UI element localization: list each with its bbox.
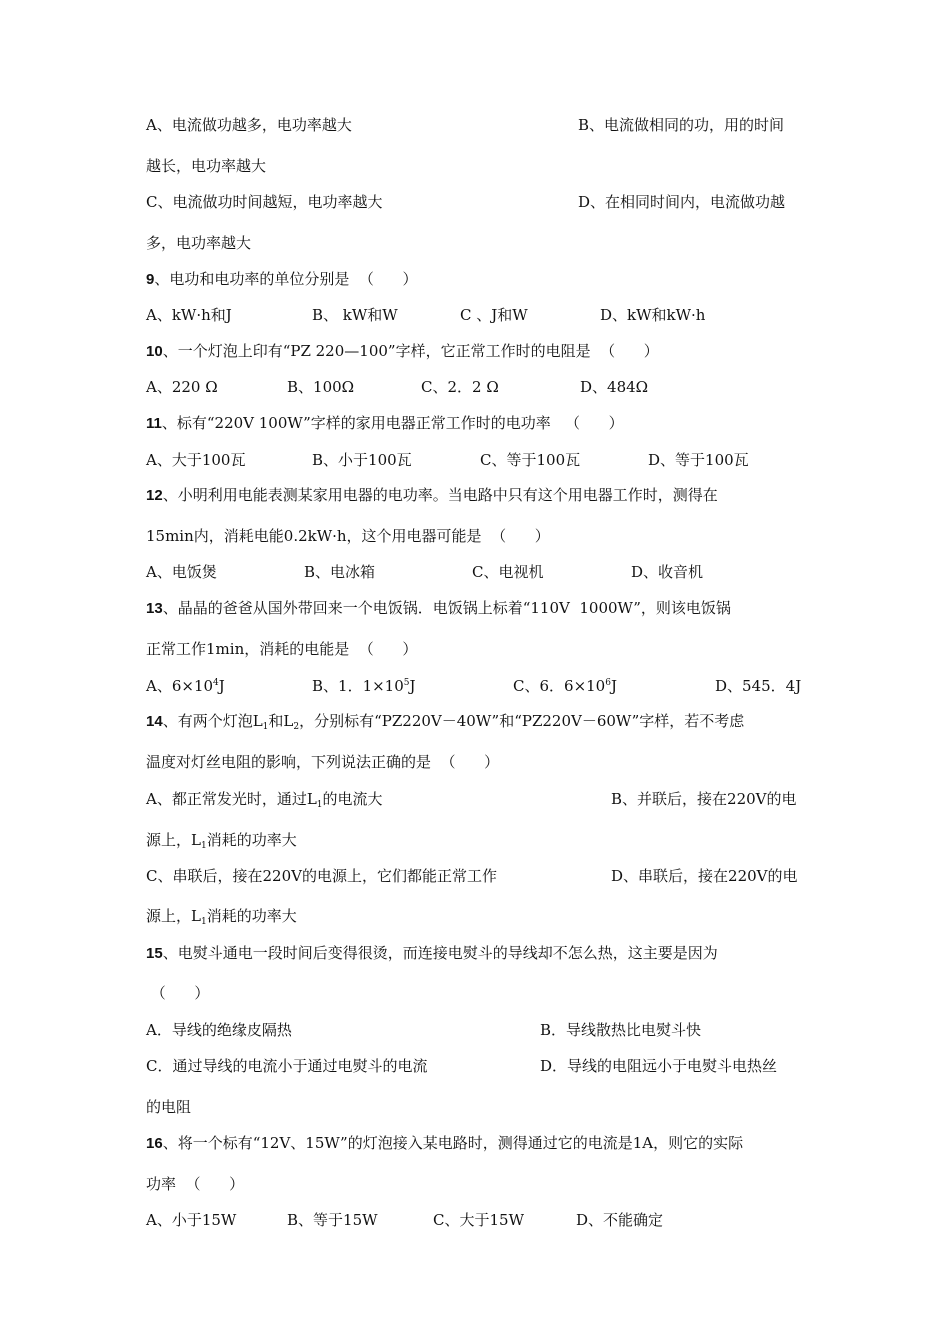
q12-option-d: D、收音机 [631, 563, 704, 581]
q8-option-b-cont: 越长，电功率越大 [146, 157, 267, 175]
q14-option-c: C、串联后，接在220V的电源上，它们都能正常工作 [146, 867, 497, 885]
q15-stem-cont: （ ） [146, 984, 210, 1002]
q8-option-d: D、在相同时间内，电流做功越 [578, 193, 786, 211]
q14-number: 14 [146, 713, 163, 730]
q16-number: 16 [146, 1135, 163, 1152]
q9-stem [146, 269, 418, 290]
q11-option-a: A、大于100瓦 [146, 451, 246, 469]
q14-option-b: B、并联后，接在220V的电 [611, 790, 797, 808]
q13-option-a: A、$6\times 10^4J$ [146, 677, 225, 695]
q16-stem-cont: 功率 （ ） [146, 1175, 245, 1193]
q9-number: 9 [146, 271, 155, 288]
q14-option-d: D、串联后，接在220V的电 [611, 867, 798, 885]
q16-option-a: A、小于15W [146, 1211, 237, 1229]
q13-option-b: B、1．$1\times 10^5J$ [312, 677, 416, 695]
q16-text: 、将一个标有“12V、15W”的灯泡接入某电路时，测得通过它的电流是1A，则它的实际 [162, 1134, 744, 1152]
q16-option-c: C、大于15W [433, 1211, 524, 1229]
q15-option-c: C．通过导线的电流小于通过电熨斗的电流 [146, 1057, 428, 1075]
q14-option-d-cont: 源上，$L_1$消耗的功率大 [146, 907, 297, 927]
q12-stem [146, 485, 718, 506]
q11-stem [146, 413, 624, 434]
q15-text: 、电熨斗通电一段时间后变得很烫，而连接电熨斗的导线却不怎么热，这主要是因为 [162, 944, 718, 962]
q12-text: 、小明利用电能表测某家用电器的电功率。当电路中只有这个用电器工作时，测得在 [162, 486, 718, 504]
q14-option-b-cont: 源上，$L_1$消耗的功率大 [146, 831, 297, 851]
q15-option-b: B．导线散热比电熨斗快 [540, 1021, 702, 1039]
q13-option-c: C、6．$6\times 10^6J$ [513, 677, 617, 695]
q14-option-a: A、都正常发光时，通过$L_1$的电流大 [146, 790, 383, 810]
q9-option-d: D、kW和kW·h [600, 306, 706, 324]
q15-option-a: A．导线的绝缘皮隔热 [146, 1021, 292, 1039]
q10-option-c: C、2．2 Ω [421, 378, 499, 396]
q13-option-d: D、545．4J [715, 677, 802, 695]
q15-number: 15 [146, 945, 163, 962]
q10-option-b: B、100Ω [287, 378, 355, 396]
q16-stem [146, 1133, 743, 1154]
q12-stem-cont: 15min内，消耗电能0.2kW·h，这个用电器可能是 （ ） [146, 527, 550, 545]
q13-number: 13 [146, 600, 163, 617]
q13-text: 、晶晶的爸爸从国外带回来一个电饭锅．电饭锅上标着“110V 1000W”，则该电饭锅 [162, 599, 731, 617]
q8-option-b: B、电流做相同的功，用的时间 [578, 116, 785, 134]
q8-option-a: A、电流做功越多，电功率越大 [146, 116, 352, 134]
q14-stem: 14、有两个灯泡$L_1$和$L_2$，分别标有“PZ220V－40W”和“PZ220V－60W”字样，若不考虑 [146, 712, 745, 732]
q9-option-c: C 、J和W [460, 306, 528, 324]
q8-option-d-cont: 多，电功率越大 [146, 234, 252, 252]
q9-text: 、电功和电功率的单位分别是 （ ） [154, 270, 418, 288]
q16-option-b: B、等于15W [287, 1211, 378, 1229]
q13-stem [146, 598, 731, 619]
q12-number: 12 [146, 487, 163, 504]
q11-number: 11 [146, 415, 162, 432]
q16-option-d: D、不能确定 [576, 1211, 664, 1229]
q11-option-c: C、等于100瓦 [480, 451, 581, 469]
q10-option-d: D、484Ω [580, 378, 649, 396]
q12-option-a: A、电饭煲 [146, 563, 217, 581]
q15-option-d: D．导线的电阻远小于电熨斗电热丝 [540, 1057, 778, 1075]
q11-option-b: B、小于100瓦 [312, 451, 412, 469]
q12-option-b: B、电冰箱 [304, 563, 376, 581]
q13-stem-cont: 正常工作1min，消耗的电能是 （ ） [146, 640, 418, 658]
q10-number: 10 [146, 343, 163, 360]
q9-option-a: A、kW·h和J [146, 306, 232, 324]
q10-text: 、一个灯泡上印有“PZ 220—100”字样，它正常工作时的电阻是 （ ） [162, 342, 659, 360]
q10-stem [146, 341, 659, 362]
q15-stem [146, 943, 718, 964]
q8-option-c: C、电流做功时间越短，电功率越大 [146, 193, 383, 211]
q14-stem-cont: 温度对灯丝电阻的影响，下列说法正确的是 （ ） [146, 753, 500, 771]
q9-option-b: B、 kW和W [312, 306, 398, 324]
q15-option-d-cont: 的电阻 [146, 1098, 192, 1116]
q11-option-d: D、等于100瓦 [648, 451, 749, 469]
q11-text: 、标有“220V 100W”字样的家用电器正常工作时的电功率 （ ） [161, 414, 624, 432]
q10-option-a: A、220 Ω [146, 378, 218, 396]
q12-option-c: C、电视机 [472, 563, 544, 581]
